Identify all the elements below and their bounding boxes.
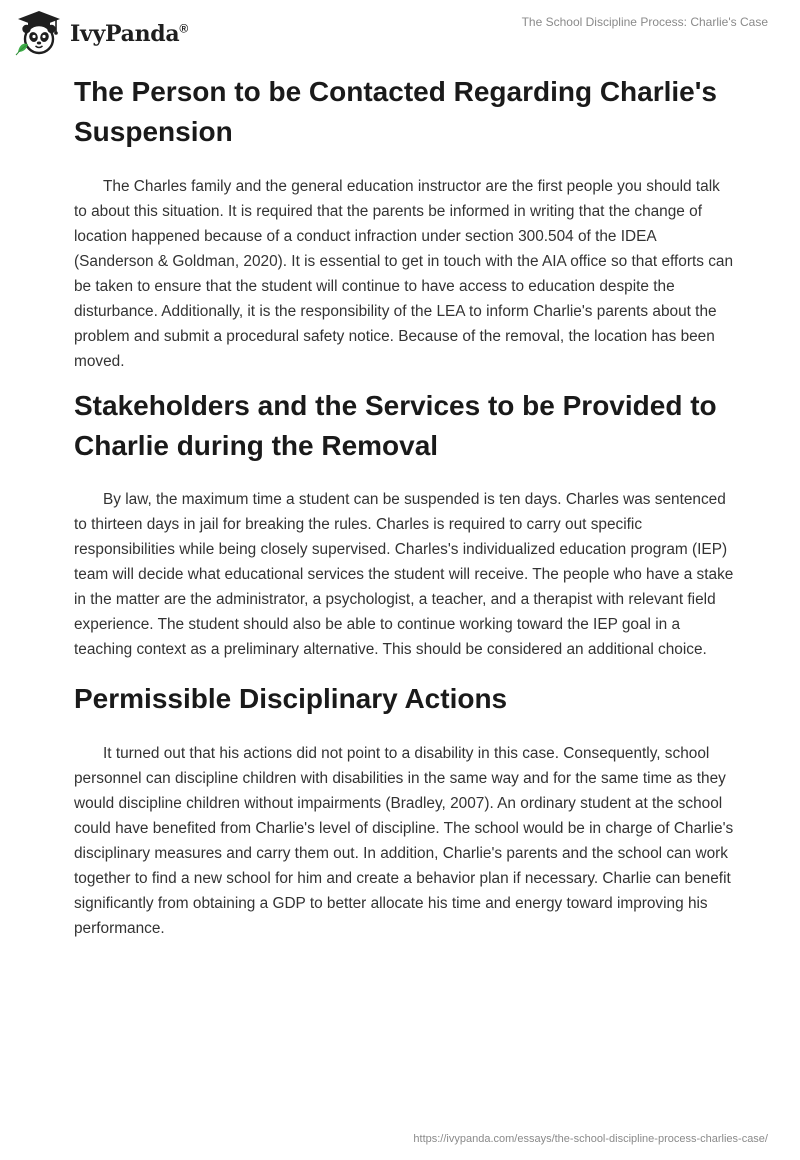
section-paragraph: The Charles family and the general education instructor are the first people you should talk to about this situation. It is required that the parents be informed in writing that the change of location happened because of a conduct infraction under section 300.504 of the IDEA (Sanderson & Goldman, 2020). It is essential to get in touch with the AIA office so that efforts can be taken to ensure that the student will continue to have access to education despite the disturbance. Additionally, it is the responsibility of the LEA to inform Charlie's parents about the problem and submit a procedural safety notice. Because of the removal, the location has been moved. (74, 178, 734, 370)
section-heading: Permissible Disciplinary Actions (74, 683, 508, 714)
section-disciplinary-actions (74, 679, 734, 941)
page-header (0, 0, 800, 70)
brand-name: IvyPanda® (70, 21, 188, 47)
section-contact-person (74, 72, 734, 374)
brand-logo[interactable] (14, 8, 188, 58)
section-paragraph: It turned out that his actions did not point to a disability in this case. Consequently, school personnel can discipline children with disabilities in the same way and for the same time as they would discipline children without impairments (Bradley, 2007). An ordinary student at the school could have benefited from Charlie's level of discipline. The school would be in charge of Charlie's disciplinary measures and carry them out. In addition, Charlie's parents and the school can work together to find a new school for him and create a behavior plan if necessary. Charlie can benefit significantly from obtaining a GDP to better allocate his time and energy toward improving his performance. (74, 745, 734, 937)
article-body (74, 72, 734, 941)
section-heading: The Person to be Contacted Regarding Charlie's Suspension (74, 76, 717, 147)
source-url-link[interactable]: https://ivypanda.com/essays/the-school-discipline-process-charlies-case/ (413, 1133, 768, 1145)
panda-logo-icon (14, 8, 64, 58)
document-title: The School Discipline Process: Charlie's Case (521, 15, 768, 29)
section-heading: Stakeholders and the Services to be Provided to Charlie during the Removal (74, 390, 717, 461)
section-stakeholders (74, 386, 734, 662)
section-paragraph: By law, the maximum time a student can be suspended is ten days. Charles was sentenced to thirteen days in jail for breaking the rules. Charles is required to carry out specific responsibilities while being closely supervised. Charles's individualized education program (IEP) team will decide what educational services the student will receive. The people who have a stake in the matter are the administrator, a psychologist, a teacher, and a therapist with relevant field experience. The student should also be able to continue working toward the IEP goal in a teaching context as a preliminary alternative. This should be considered an additional choice. (74, 491, 734, 658)
